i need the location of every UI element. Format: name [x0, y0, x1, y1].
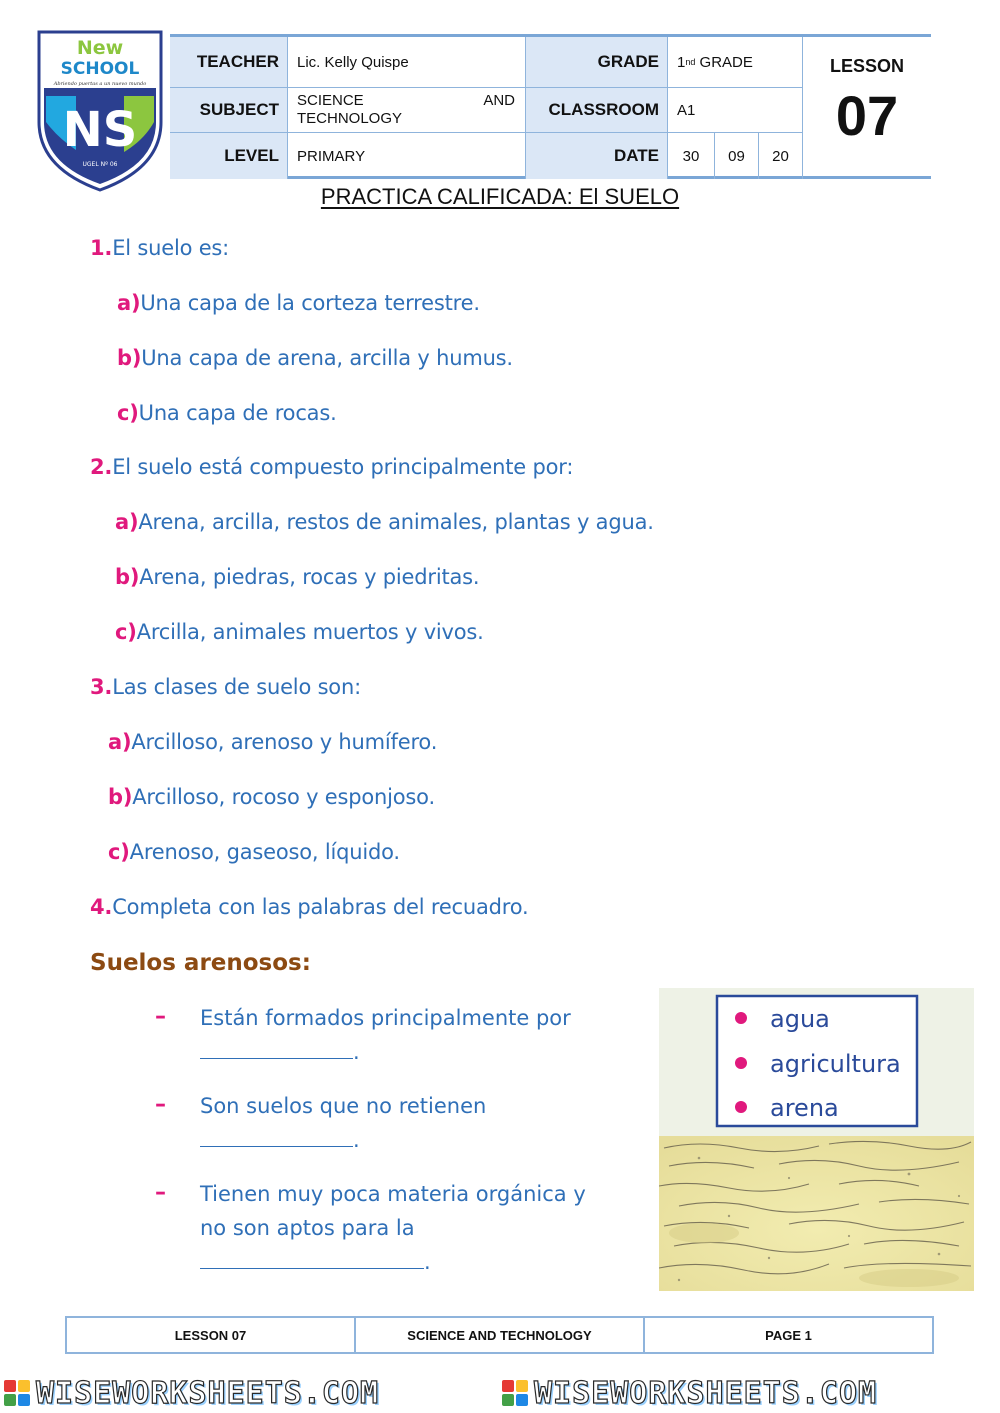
logo-initials: NS	[62, 102, 138, 158]
option-marker: c)	[117, 401, 139, 425]
watermark-right	[502, 1375, 878, 1411]
bullet-text-2: no son aptos para la	[200, 1216, 415, 1240]
answer-blank[interactable]	[200, 1124, 353, 1147]
q1-option-a[interactable]	[117, 291, 480, 315]
bullet-dash: –	[155, 1004, 166, 1029]
grade-value	[668, 37, 802, 87]
footer-table	[65, 1316, 934, 1354]
option-marker: b)	[117, 346, 142, 370]
grade-label: GRADE	[526, 37, 667, 87]
option-marker: b)	[108, 785, 133, 809]
q3-option-b[interactable]	[108, 785, 435, 809]
option-marker: a)	[117, 291, 141, 315]
watermark-text: WISEWORKSHEETS.COM	[36, 1375, 380, 1411]
date-year: 20	[772, 147, 789, 165]
word-bullet-icon	[735, 1101, 747, 1113]
question-number: 2.	[90, 455, 113, 479]
bullet-text: Son suelos que no retienen	[200, 1094, 487, 1118]
option-marker: c)	[108, 840, 130, 864]
watermark-text: WISEWORKSHEETS.COM	[534, 1375, 878, 1411]
bullet-end: .	[424, 1250, 431, 1274]
footer-lesson: LESSON 07	[174, 1327, 247, 1343]
bullet-1	[200, 1001, 571, 1069]
word-arena: arena	[770, 1094, 839, 1122]
option-marker: c)	[115, 620, 137, 644]
subject-word-1: SCIENCE	[297, 92, 364, 109]
grade-word: GRADE	[699, 53, 753, 71]
q3-option-c[interactable]	[108, 840, 400, 864]
option-marker: a)	[108, 730, 132, 754]
logo-brand-bottom: SCHOOL	[60, 59, 140, 79]
level-label: LEVEL	[170, 133, 287, 179]
bullet-dash: –	[155, 1092, 166, 1117]
date-month: 09	[728, 147, 745, 165]
classroom-value: A1	[677, 101, 696, 119]
option-text: Arena, arcilla, restos de animales, plantas y agua.	[138, 510, 654, 534]
teacher-label: TEACHER	[170, 37, 287, 87]
bullet-end: .	[353, 1040, 360, 1064]
bullet-3	[200, 1177, 586, 1279]
question-text: Las clases de suelo son:	[112, 675, 361, 699]
option-text: Arcilloso, rocoso y esponjoso.	[132, 785, 435, 809]
date-day: 30	[682, 147, 700, 165]
question-text: Completa con las palabras del recuadro.	[112, 895, 529, 919]
question-text: El suelo está compuesto principalmente por:	[112, 455, 574, 479]
bullet-end: .	[353, 1128, 360, 1152]
question-2	[90, 455, 573, 479]
question-number: 3.	[90, 675, 113, 699]
logo-ugel: UGEL Nº 06	[82, 161, 118, 168]
option-text: Arena, piedras, rocas y piedritas.	[139, 565, 480, 589]
subject-word-2: TECHNOLOGY	[297, 110, 403, 127]
option-text: Una capa de arena, arcilla y humus.	[141, 346, 513, 370]
page-title: PRACTICA CALIFICADA: El SUELO	[320, 184, 680, 209]
word-agricultura: agricultura	[770, 1050, 901, 1078]
word-bullet-icon	[735, 1057, 747, 1069]
school-logo	[36, 30, 164, 192]
question-number: 4.	[90, 895, 113, 919]
answer-blank[interactable]	[200, 1246, 424, 1269]
option-text: Arcilloso, arenoso y humífero.	[131, 730, 438, 754]
subject-label: SUBJECT	[170, 88, 287, 132]
answer-blank[interactable]	[200, 1036, 353, 1059]
option-marker: a)	[115, 510, 139, 534]
section-title: Suelos arenosos:	[90, 950, 311, 976]
grade-number: 1	[677, 53, 686, 71]
wise-chip-icon	[4, 1380, 30, 1406]
watermark-left	[4, 1375, 380, 1411]
option-text: Arcilla, animales muertos y vivos.	[136, 620, 484, 644]
bullet-text: Están formados principalmente por	[200, 1006, 571, 1030]
level-value: PRIMARY	[297, 147, 366, 165]
bullet-dash: –	[155, 1180, 166, 1205]
grade-ordinal: nd	[685, 57, 696, 67]
question-3	[90, 675, 361, 699]
option-text: Una capa de la corteza terrestre.	[140, 291, 480, 315]
date-label: DATE	[526, 133, 667, 179]
q3-option-a[interactable]	[108, 730, 437, 754]
q1-option-b[interactable]	[117, 346, 513, 370]
option-text: Una capa de rocas.	[138, 401, 337, 425]
question-text: El suelo es:	[112, 236, 230, 260]
q2-option-b[interactable]	[115, 565, 479, 589]
option-text: Arenoso, gaseoso, líquido.	[129, 840, 400, 864]
wise-chip-icon	[502, 1380, 528, 1406]
option-marker: b)	[115, 565, 140, 589]
footer-subject: SCIENCE AND TECHNOLOGY	[354, 1318, 643, 1352]
subject-value	[288, 88, 525, 132]
question-number: 1.	[90, 236, 113, 260]
footer-page: PAGE 1	[643, 1318, 932, 1352]
lesson-number: 07	[835, 83, 899, 147]
classroom-label: CLASSROOM	[526, 88, 667, 132]
q2-option-c[interactable]	[115, 620, 484, 644]
header-table	[170, 34, 931, 179]
teacher-value: Lic. Kelly Quispe	[297, 53, 409, 71]
lesson-label: LESSON	[829, 55, 904, 76]
q2-option-a[interactable]	[115, 510, 654, 534]
word-bullet-icon	[735, 1012, 747, 1024]
bullet-2	[200, 1089, 486, 1157]
word-agua: agua	[770, 1005, 830, 1033]
bullet-text: Tienen muy poca materia orgánica y	[200, 1182, 586, 1206]
soil-picture	[659, 988, 974, 1291]
q1-option-c[interactable]	[117, 401, 337, 425]
question-4	[90, 895, 529, 919]
logo-brand-top: New	[76, 37, 124, 59]
subject-word-and: AND	[483, 92, 515, 109]
logo-motto: Abriendo puertas a un nuevo mundo	[53, 81, 147, 87]
question-1	[90, 236, 229, 260]
